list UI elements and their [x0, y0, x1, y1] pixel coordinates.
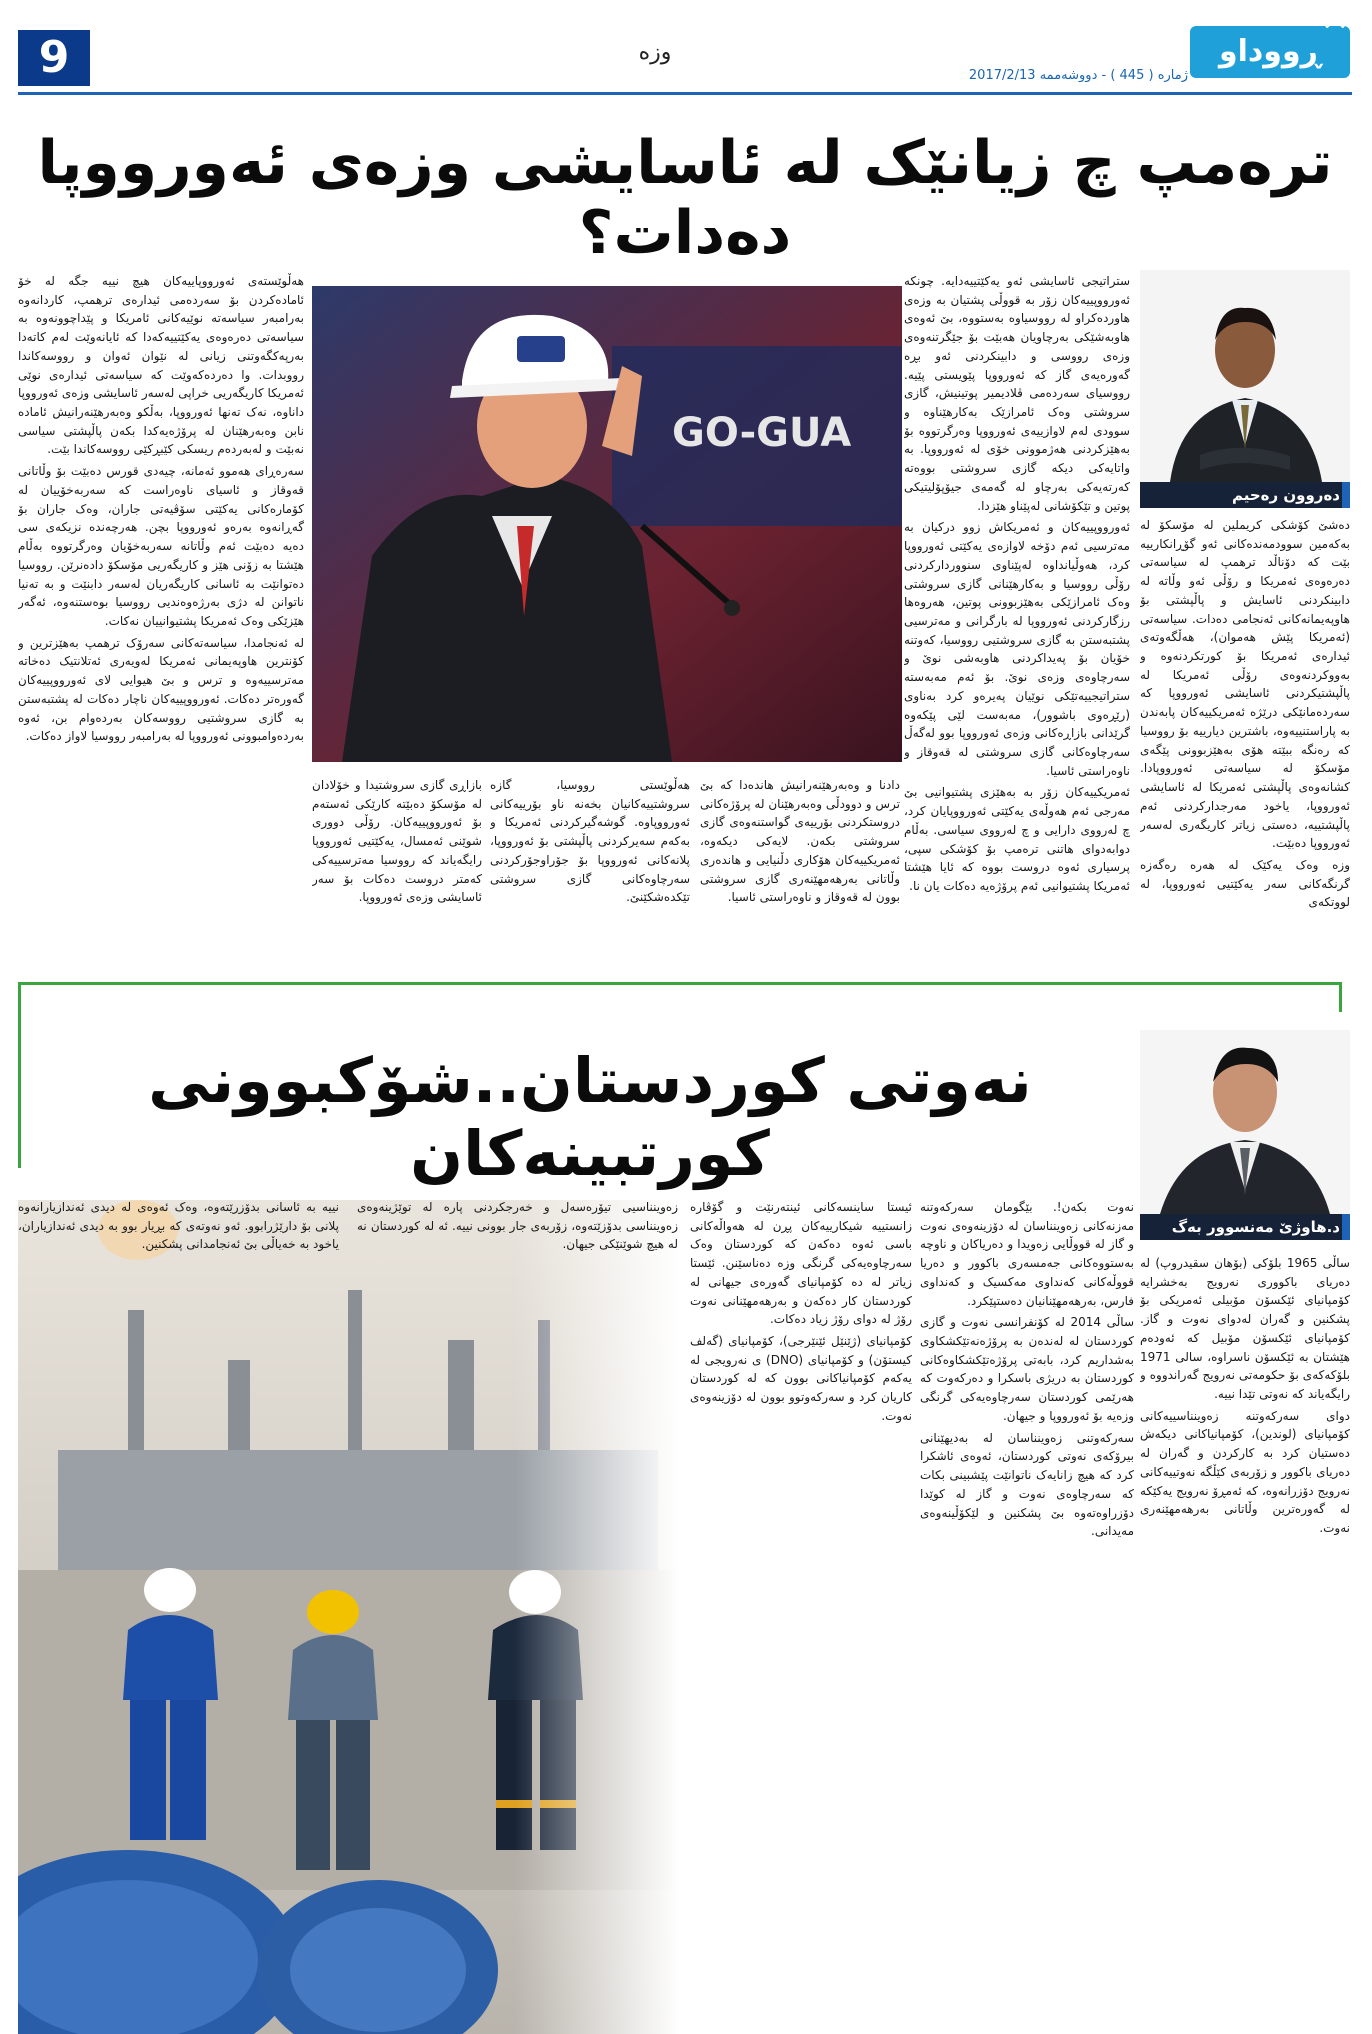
article2-column-4 [18, 1198, 678, 1268]
paragraph: ستراتیجی ئاسایشی ئه‌و یه‌کێتییه‌دایه‌. چونکه‌ ئه‌ورووپییه‌کان زۆر به‌ قووڵی پشتیان به‌ وزه‌ی هاورده‌کراو له‌ رووسیاوه‌ به‌ستووه‌، بێ ئه‌وه‌ی هاوبه‌شێکی به‌رچاویان هه‌بێت بۆ جێگرتنه‌وه‌ی وزه‌ی رووسی و دابینکردنی ئه‌و بڕه‌ گه‌وره‌یه‌ی گاز که‌ ئه‌ورووپا پێویستی پێیه‌. رووسیای سه‌رده‌می ڤلادیمیر پوتینیش، گازی سروشتی وه‌ک ئامرازێک به‌کارهێناوه‌ و سوودی له‌م لاوازییه‌ی ئه‌ورووپا وه‌رگرتووه‌ بۆ به‌هێزکردنی هه‌ژموونی خۆی له‌ ئه‌ورووپا. به‌ واتایه‌کی دیکه‌ گازی سروشتی بووه‌ته‌ که‌رته‌یه‌کی به‌رچاو له‌ گه‌مه‌ی جیۆپۆلیتیکی پوتین و تێکۆشانی له‌پێناو هێزدا. [904, 274, 1130, 513]
paragraph: ساڵی 2014 له‌ کۆنفرانسی نه‌وت و گازی کوردستان له‌ له‌نده‌ن به‌ پرۆژه‌نه‌تێکشکاوی به‌شداریم کرد، بابه‌تی پرۆژه‌تێکشکاوه‌کانی کوردستان به‌ دریژی باسکرا و ده‌رکه‌وت که‌ هه‌رێمی کوردستان سه‌رچاوه‌یه‌کی گرنگی وزه‌یه‌ بۆ ئه‌ورووپا و جیهان. [920, 1315, 1134, 1423]
article1-column-1 [904, 272, 1130, 952]
paragraph: نه‌وت بکه‌ن!. بێگومان سه‌رکه‌وتنه‌ مه‌زنه‌کانی زه‌وینناسان له‌ دۆزینه‌وه‌ی نه‌وت و گاز له‌ قووڵایی زه‌ویدا و ده‌ریاکان و ناوچه‌ به‌ستووه‌کانی جه‌مسه‌ری باکوور و ده‌ریا قووڵه‌کانی که‌نداوی مه‌کسیک و که‌نداوی فارس، به‌رهه‌مهێنانیان ده‌ستپێکرد. [920, 1200, 1134, 1308]
paragraph: ئه‌ورووپییه‌کان و ئه‌مریکاش زوو درکیان به‌ مه‌ترسیی ئه‌م دۆخه‌ لاوازه‌ی یه‌کێتی ئه‌ورووپا کرد، هه‌وڵیانداوه‌ له‌پێناوی سنووردارکردنی رۆڵی رووسیا و به‌کارهێنانی گازی سروشتی وه‌ک ئامرازێکی به‌هێزبوونی پوتین، هه‌روه‌ها رزگارکردنی ئه‌ورووپا له‌ بارگرانی و مه‌ترسیی پشتبه‌ستن به‌ گازی سروشتیی رووسیا، که‌وتنه‌ خۆیان بۆ په‌یداکردنی هاوبه‌شی نوێ و سه‌رچاوه‌ی وزه‌ی نوێ. بۆ ئه‌م مه‌به‌سته‌ ستراتیجییه‌تێکی نوێیان په‌یره‌و کرد به‌ناوی (رێڕه‌وی باشوور)، مه‌به‌ست لێی پێکه‌وه‌ گرێدانی بازاڕه‌کانی وزه‌ی ئه‌ورووپا بوو له‌گه‌ڵ سه‌رچاوه‌کانی گازی سروشتی له‌ قه‌وقاز و ناوه‌راستی ئاسیا. [904, 520, 1130, 778]
article1-bottom-3 [312, 776, 482, 952]
paragraph: له‌ ئه‌نجامدا، سیاسه‌ته‌کانی سه‌رۆک ترهمپ به‌هێزترین و کۆنترین هاوپه‌یمانی ئه‌مریکا له‌ویه‌ری ئه‌تلانتیک ده‌خاته‌ مه‌ترسییه‌وه‌ و ترس و بێ هیوایی لای ئه‌ورووپییه‌کان گه‌وره‌تر ده‌کات. ئه‌ورووپییه‌کان ناچار ده‌کات له‌ پشتبه‌ستن به‌ گازی سروشتیی رووسه‌کان به‌رده‌وام بن، ئه‌وه‌ به‌رده‌وامبوونی ئه‌ورووپا له‌ به‌رامبه‌ر رووسیا لاواز ده‌کات. [18, 635, 304, 744]
paragraph: ئیستا ساینسه‌کانی ئینته‌رنێت و گۆڤاره‌ زانستییه‌ شیکارییه‌کان پڕن له‌ هه‌واڵه‌کانی باسی ئه‌وه‌ ده‌که‌ن که‌ کوردستان وه‌ک سه‌رچاوه‌یه‌کی گرنگی وزه‌ ده‌ناسێنن. ئێستا زیاتر له‌ ده‌ کۆمپانیای گه‌وره‌ی جیهانی له‌ کوردستان کار ده‌که‌ن و به‌رهه‌مهێنانی نه‌وت رۆژ له‌ دوای رۆژ زیاد ده‌کات. [690, 1200, 912, 1327]
article1-headline: تره‌مپ چ زیانێک له‌ ئاسایشی وزه‌ی ئه‌ورووپا ده‌دات؟ [37, 128, 1333, 268]
paragraph: سه‌رکه‌وتنی زه‌وینناسان له‌ به‌دیهێنانی بیرۆکه‌ی نه‌وتی کوردستان، ئه‌وه‌ی ئاشکرا کرد که‌ هیچ زانایه‌ک ناتوانێت پێشبینی بکات که‌ سه‌رچاوه‌ی نه‌وت و گاز له‌ کوێدا دۆزراوه‌ته‌وه‌ بێ پشکنین و لێکۆڵینه‌وه‌ی مه‌یدانی. [920, 1430, 1134, 1539]
article1-bottom-2 [490, 776, 690, 952]
paragraph: کۆمپانیای (ژێنێل ئێنێرجی)، کۆمپانیای (گه‌لف کیستۆن) و کۆمپانیای (DNO) ی نه‌رویجی له‌ یه‌که‌م کۆمپانیاکانی بوون که‌ له‌ کوردستان کاریان کرد و سه‌رکه‌وتوو بوون له‌ دۆزینه‌وه‌ی نه‌وت. [690, 1334, 912, 1423]
article2-frame-left [18, 982, 21, 1168]
paragraph: بازاڕی گازی سروشتیدا و خۆلادان له‌ مۆسکۆ ده‌بێته‌ کارێکی ئه‌سته‌م بۆ ئه‌ورووپییه‌کان. رۆڵی دووری شوێنی ئه‌مسال، یه‌کێتیی ئه‌ورووپا رایگه‌یاند که‌ رووسیا مه‌ترسییه‌کی که‌متر دروست ده‌کات بۆ سه‌ر ئاسایشی وزه‌ی ئه‌ورووپا. [312, 778, 482, 905]
paragraph: هه‌ڵوێسته‌ی ئه‌ورووپاییه‌کان هیچ نییه‌ جگه‌ له‌ خۆ ئاماده‌کردن بۆ سه‌رده‌می ئیداره‌ی ترهمپ، کاردانه‌وه‌ به‌رامبه‌ر سیاسه‌ته‌ نوێیه‌کانی ئامریکا و پێداچوونه‌وه‌ به‌ سیاسه‌تی ده‌ره‌وه‌ی یه‌کێتییه‌که‌دا که‌ ئایانه‌وێت له‌م کاته‌دا به‌رپه‌کگه‌وتنی زیانی له‌ نێوان ئه‌وان و رووسه‌کاندا رووبدات. وا ده‌رده‌که‌وێت که‌ سیاسه‌تی ئیداره‌ی نوێی ئه‌مریکا کاریگه‌ریی خراپی له‌سه‌ر ئاسایشی وزه‌ی ئه‌ورووپا داناوه‌، نه‌ک ته‌نها ئه‌ورووپا، به‌ڵکو وه‌به‌رهێنه‌رانیش ئاماده‌ نابن وه‌به‌رهێنان له‌ پرۆژه‌یه‌کدا بکه‌ن پاڵپشتی سیاسی نه‌بێت و له‌به‌رده‌م ریسکی کێبڕکێی رووسه‌کاندا بێت. [18, 274, 304, 457]
author2-name: د.هاوژێ مه‌نسوور به‌گ [1140, 1214, 1350, 1240]
paragraph: ئه‌مریکییه‌کان زۆر به‌ به‌هێزی پشتیوانیی بێ مه‌رجی ئه‌م هه‌وڵه‌ی یه‌کێتی ئه‌ورووپایان کرد، چ له‌رووی دارایی و چ له‌رووی سیاسی. به‌ڵام دوابه‌دوای هاتنی تره‌مپ بۆ کۆشکی سپی، پرسیاری ئه‌وه‌ دروست بووه‌ که‌ ئایا هێشتا ئه‌مریکا پشتیوانیی ئه‌م پرۆژه‌یه‌ ده‌کات یان نا. [904, 785, 1130, 893]
section-title: وزه [638, 40, 672, 65]
paragraph: ده‌شێ کۆشکی کریملین له‌ مۆسکۆ له‌ به‌که‌مین سوودمه‌نده‌کانی ئه‌و گۆڕانکارییه‌ بێت که‌ دۆناڵد ترهمپ له‌ سیاسه‌تی ده‌ره‌وه‌ی ئه‌مریکا و رۆڵی ئه‌و وڵاته‌ له‌ دابینکردنی ئاسایش و پاڵپشتی بۆ هاوپه‌یمانه‌کانی ئه‌نجامی ده‌دات. سیاسه‌تی (ئه‌مریکا پێش هه‌موان)، هه‌ڵگه‌وته‌ی ئیداره‌ی ئه‌مریکا بۆ کورتکردنه‌وه‌ و به‌ووکردنه‌وه‌ی رۆڵی ئه‌مریکا له‌ پاڵپشتیکردنی ئاسایشی ئه‌ورووپا که‌ سه‌رده‌مانێکی درێژه‌ ئه‌مریکییه‌کان پابه‌ندن به‌ پاراستنییه‌وه‌، باشترین دیارییه‌ بۆ رووسیا که‌ ره‌نگه‌ ببێته‌ هۆی به‌هێزبوونی پێگه‌ی مۆسکۆ له‌ سیاسه‌تی ئه‌ورووپادا. کشانه‌وه‌ی پاڵپشتی ئه‌مریکا له‌ ئاسایشی ئه‌ورووپا، یاخود مه‌رجدارکردنی ئه‌م پاڵپشتییه‌، ده‌ستی زیاتر کاریگه‌ری له‌سه‌ر ئه‌ورووپا ده‌بێت. [1140, 518, 1350, 851]
paragraph: سه‌ره‌ڕای هه‌موو ئه‌مانه‌، چیه‌دی قورس ده‌بێت بۆ وڵاتانی قه‌وقاز و ئاسیای ناوه‌راست که‌ سه‌ربه‌خۆییان له‌ کۆماره‌کانی یه‌کێتی سۆڤیه‌تی جاران، وه‌ک جاران بۆ گه‌ڕانه‌وه‌ به‌ره‌و ئه‌ورووپا بچن. هه‌رچه‌نده‌ نزیکه‌ی سی ده‌یه‌ ده‌بێت ئه‌م وڵاتانه‌ سه‌ربه‌خۆیان وه‌رگرتووه‌ به‌ڵام هێشتا به‌ زۆنی هێز و کاریگه‌ریی مۆسکۆ داده‌نرێن. رووسیا ده‌توانێت به‌ ئاسانی کاریگه‌ریان له‌سه‌ر دابنێت و به‌ ته‌نیا ناتوانن له‌ دژی به‌رژه‌وه‌ندیی رووسیا بوه‌ستنه‌وه‌، ئه‌گه‌ر هێزێکی وه‌ک ئه‌مریکا پشتیوانییان نه‌کات. [18, 464, 304, 628]
article2-column-2 [1140, 1254, 1350, 2028]
man-portrait-icon [1140, 270, 1350, 482]
oil-workers-photo [18, 1200, 680, 2034]
author1-name: ده‌روون ره‌حیم [1140, 482, 1350, 508]
author2-photo [1140, 1030, 1350, 1214]
article2-column-3 [690, 1198, 912, 2028]
svg-text:GO-GUA: GO-GUA [672, 410, 852, 456]
logo: ڕووداو [1190, 26, 1350, 78]
header-divider [18, 92, 1352, 95]
article2-column-1 [920, 1198, 1134, 2028]
article2-frame-right [1339, 982, 1342, 1012]
paragraph: وزه‌ وه‌ک یه‌کێک له‌ هه‌ره‌ ره‌گه‌زه‌ گرنگه‌کانی سه‌ر یه‌کێتیی ئه‌ورووپا، له‌ لووتکه‌ی [1140, 857, 1350, 910]
paragraph: هه‌ڵوێستی رووسیا، گازه‌ سروشتییه‌کانیان بخه‌نه‌ ناو بۆرییه‌کانی ئه‌ورووپاوه‌. گوشه‌گیرکردنی ئه‌مریکا و به‌که‌م سه‌یرکردنی پاڵپشتی بۆ ئه‌ورووپا، پلانه‌کانی ئه‌ورووپا بۆ جۆراوجۆرکردنی سه‌رچاوه‌کانی گازی سروشتی تێکده‌شکێنێ. [490, 778, 690, 905]
article1-column-2 [18, 272, 304, 952]
speaker-hardhat-photo [312, 286, 902, 762]
paragraph: ساڵی 1965 بلۆکی (بۆهان سقیدروپ) له‌ ده‌ریای باکووری نه‌رویج به‌خشرایه‌ کۆمپانیای ئێکسۆن مۆبیلی ئه‌مریکی بۆ پشکنین و گه‌ران له‌دوای نه‌وت و گاز. کۆمپانیای ئێکسۆن مۆبیل که‌ ئه‌وده‌م هێشتان به‌ ئێکسۆن ناسراوه‌، سالی 1971 بلۆکه‌که‌ی بۆ حکومه‌تی نه‌رویج گه‌راندووه‌ و رایگه‌یاند که‌ نه‌وتی تێدا نییه‌. [1140, 1256, 1350, 1402]
article1-bottom-1 [700, 776, 900, 952]
article2-photo [18, 1200, 680, 2034]
article2-headline: نه‌وتی کوردستان..شۆکبوونی کورتبینه‌کان [148, 1044, 1032, 1190]
paragraph: دادنا و وه‌به‌رهێنه‌رانیش هانده‌دا که‌ بێ ترس و دوودڵی وه‌به‌رهێنان له‌ پرۆژه‌کانی دروستکردنی بۆرییه‌ی گواستنه‌وه‌ی گازی سروشتی بکه‌ن. لایه‌کی دیکه‌وه‌، ئه‌مریکییه‌کان هۆکاری دڵنیایی و هانده‌ری وڵاتانی به‌رهه‌مهێنه‌ری گازی سروشتی بوون له‌ قه‌وقاز و ناوه‌راستی ئاسیا. [700, 778, 900, 905]
article2-frame-top [18, 982, 1342, 985]
paragraph: دوای سه‌رکه‌وتنه‌ زه‌وینناسییه‌کانی کۆمپانیای (لوندین)، کۆمپانیاکانی دیکه‌ش ده‌ستیان کرد به‌ کارکردن و گه‌ران له‌ ده‌ریای باکوور و زۆربه‌ی کێڵگه‌ نه‌وتییه‌کانی نه‌رویج دۆزرانه‌وه‌، که‌ ئه‌مڕۆ نه‌رویج یه‌کێکه‌ له‌ گه‌وره‌ترین وڵاتانی به‌رهه‌مهێنه‌ری نه‌وت. [1140, 1408, 1350, 1536]
issue-date: ژماره ( 445 ) - دووشه‌ممه 2017/2/13 [968, 68, 1188, 83]
article1-photo [312, 286, 902, 762]
paragraph: زه‌وینناسیی تیۆره‌سه‌ل و خه‌رجکردنی پاره‌ له‌ توێژینه‌وه‌ی زه‌وینناسی بدۆزێته‌وه‌، زۆربه‌ی جار بوونی نییه‌. ئه‌ له‌ کوردستان نه‌ له‌ هیچ شوێنێکی جیهان. [357, 1200, 678, 1252]
author1-photo [1140, 270, 1350, 482]
man-portrait-icon [1140, 1030, 1350, 1214]
logo-rays-icon [1318, 14, 1352, 48]
article1-column-3 [1140, 516, 1350, 952]
paragraph: نییه‌ به‌ ئاسانی بدۆزرێته‌وه‌، وه‌ک ئه‌وه‌ی له‌ دیدی ئه‌ندازیارانه‌وه‌ پلانی بۆ دارێژرابوو. ئه‌و نه‌وته‌ی که‌ بڕیار بوو به‌ دیدی ئه‌ندازیاران، یاخود به‌ خه‌یاڵی بێ ئه‌نجامدانی پشکنین. [18, 1200, 339, 1252]
page-number: 9 [18, 30, 90, 86]
